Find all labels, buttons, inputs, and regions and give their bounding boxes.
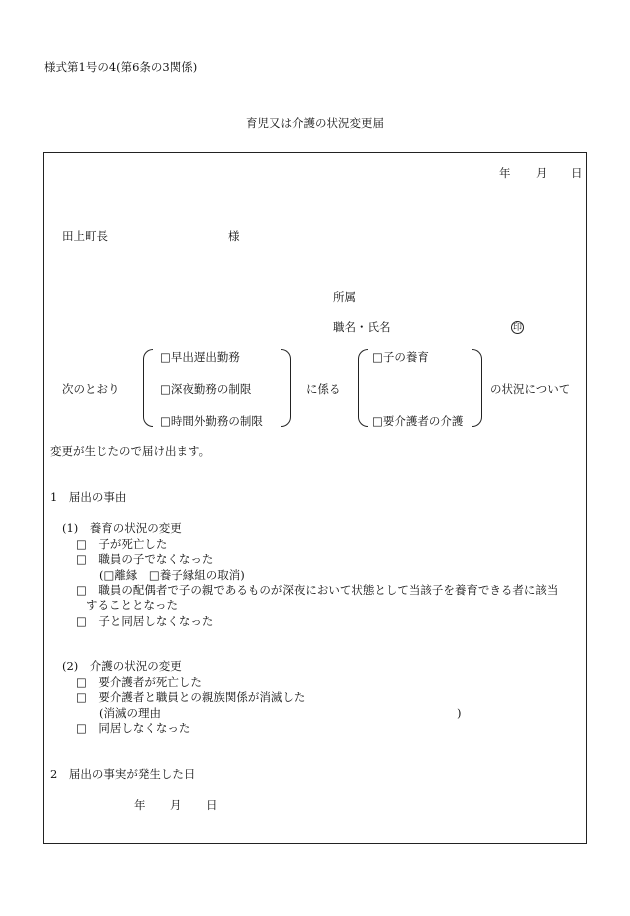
statement-connector: に係る [306,382,341,396]
right-bracket-care [472,349,482,427]
occurrence-year-label: 年 [134,798,146,812]
position-name-label: 職名・氏名 [333,320,391,334]
form-number: 様式第1号の4(第6条の3関係) [44,60,198,74]
work-option-early-late: □早出遅出勤務 [160,350,240,364]
item-reason-close: ) [457,706,462,720]
statement-closing: 変更が生じたので届け出ます。 [50,444,211,458]
item-spouse-can-care: □ 職員の配偶者で子の親であるものが深夜において状態として当該子を養育できる者に該当 [76,583,559,597]
addressee-honorific: 様 [228,229,240,243]
statement-prefix: 次のとおり [62,382,120,396]
item-spouse-can-care-cont: することとなった [86,598,178,612]
right-bracket [281,349,291,427]
date-year-label: 年 [499,166,511,180]
care-option-child: □子の養育 [372,350,429,364]
item-dissolution-options: (□離縁 □養子縁組の取消) [99,568,245,582]
date-month-label: 月 [536,166,548,180]
work-option-overtime-limit: □時間外勤務の制限 [160,414,263,428]
item-not-living-together: □ 同居しなくなった [76,721,191,735]
seal-mark: 印 [512,323,522,333]
care-option-nursing: □要介護者の介護 [372,414,464,428]
section1-heading: 1 届出の事由 [50,490,127,504]
left-bracket-care [358,349,368,427]
page-title: 育児又は介護の状況変更届 [246,116,384,130]
occurrence-month-label: 月 [170,798,182,812]
item-reason-open: (消滅の理由 [99,706,161,720]
item-child-died: □ 子が死亡した [76,537,168,551]
statement-suffix: の状況について [490,382,571,396]
addressee-name: 田上町長 [62,229,108,243]
date-day-label: 日 [571,166,583,180]
item-care-recipient-died: □ 要介護者が死亡した [76,675,202,689]
work-option-night-limit: □深夜勤務の制限 [160,382,252,396]
section2-heading: 2 届出の事実が発生した日 [50,767,196,781]
item-no-longer-child: □ 職員の子でなくなった [76,552,214,566]
item-not-living-with-child: □ 子と同居しなくなった [76,614,214,628]
occurrence-day-label: 日 [206,798,218,812]
item-kinship-ended: □ 要介護者と職員との親族関係が消滅した [76,690,306,704]
left-bracket [143,349,153,427]
section1-sub2-heading: (2) 介護の状況の変更 [62,659,182,673]
affiliation-label: 所属 [333,290,356,304]
section1-sub1-heading: (1) 養育の状況の変更 [62,521,182,535]
